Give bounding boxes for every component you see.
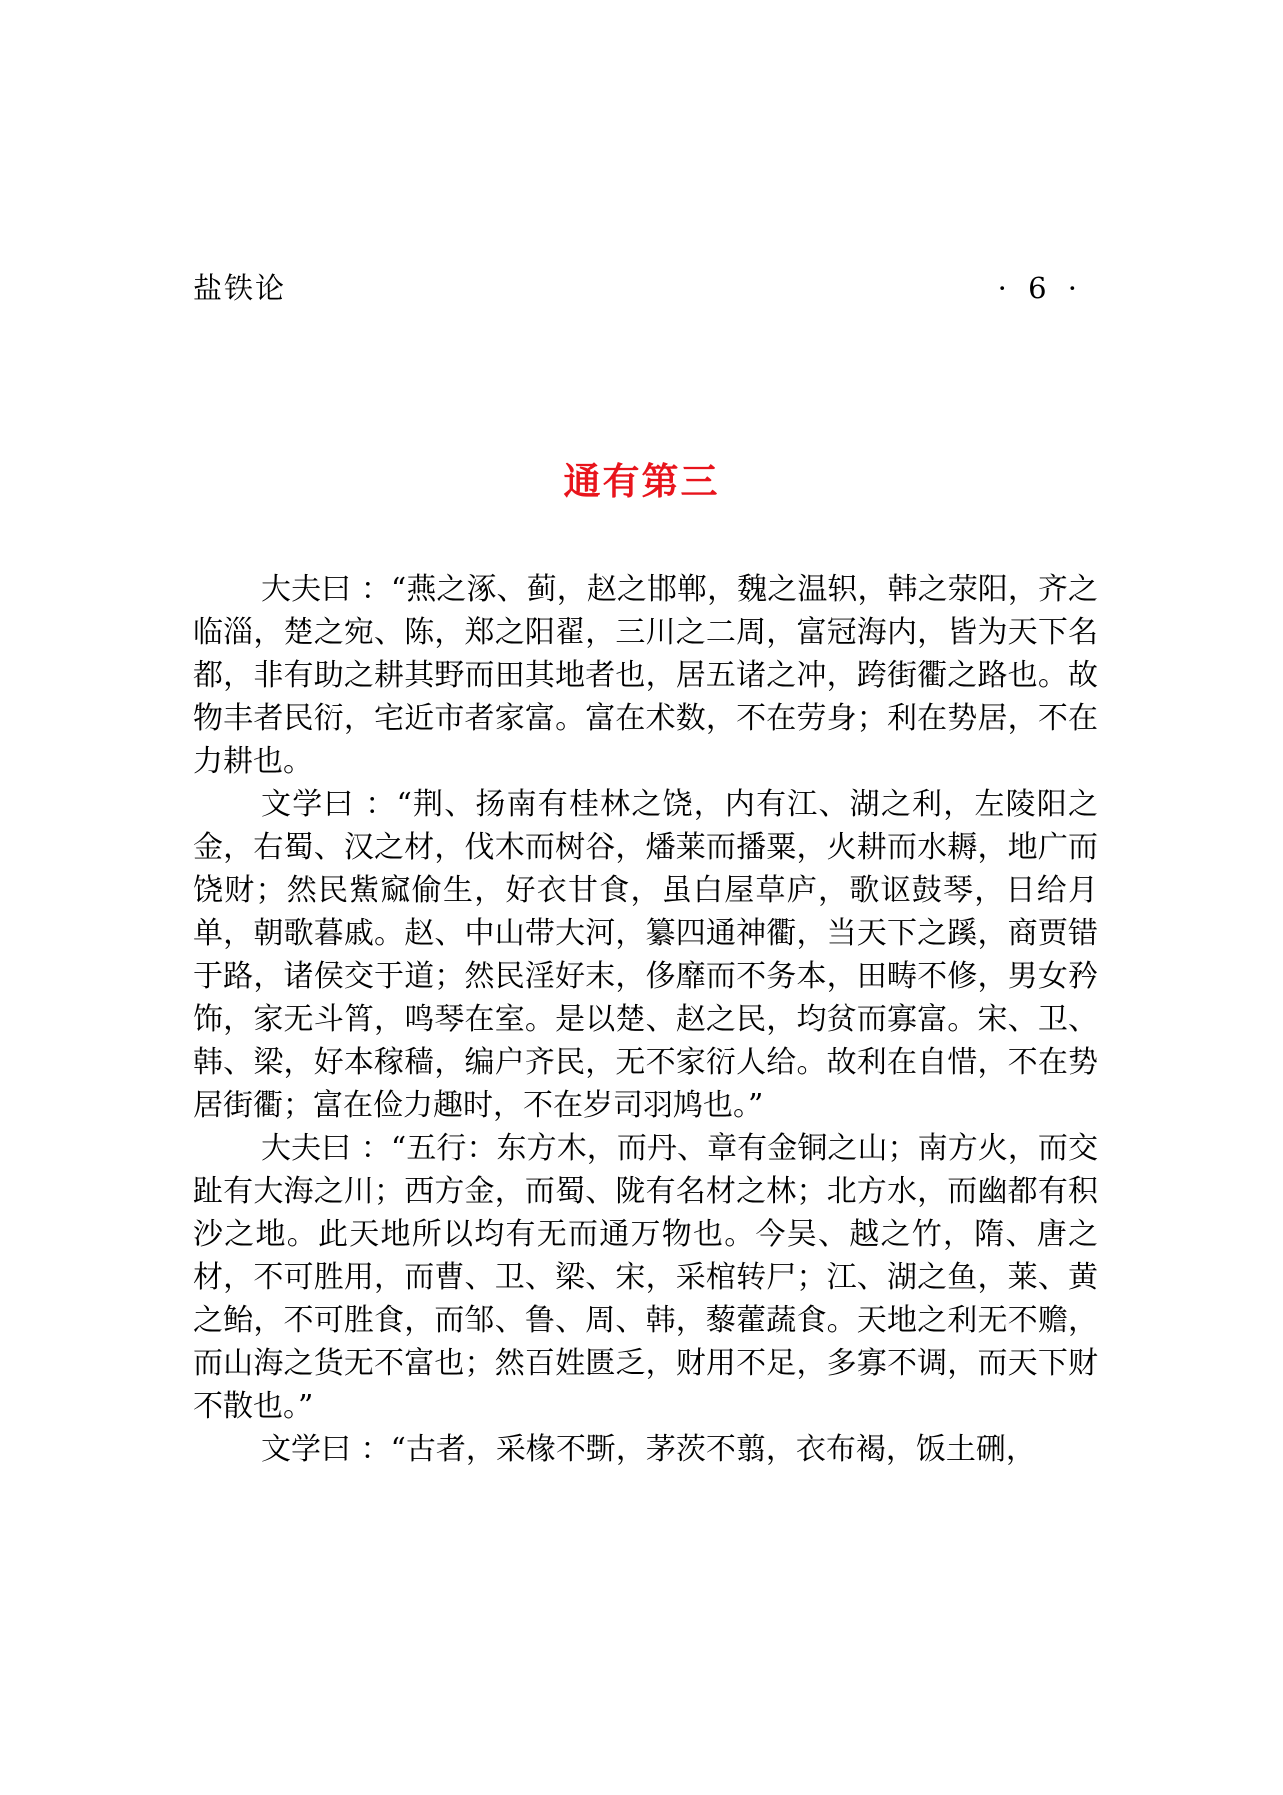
chapter-title: 通有第三	[563, 460, 720, 503]
running-head	[193, 268, 1083, 308]
paragraph-4: 文学曰 ：“古者，采椽不斲，茅茨不翦，衣布褐，饭土硎，	[261, 1432, 1036, 1467]
body-text	[193, 568, 1098, 1471]
page-number: · 6 ·	[997, 271, 1083, 305]
paragraph-3: 大夫曰 ：“五行：东方木，而丹、章有金铜之山；南方火，而交趾有大海之川；西方金，而蜀、陇有名材之林；北方水，而幽都有积沙之地。此天地所以均有无而通万物也。今吴、越之竹，隋、唐之材，不可胜用，而曹、卫、梁、宋，采棺转尸；江、湖之鱼，莱、黄之鲐，不可胜食，而邹、鲁、周、韩，藜藿蔬食。天地之利无不赡，而山海之货无不富也；然百姓匮乏，财用不足，多寡不调，而天下财不散也。”	[193, 1131, 1098, 1424]
paragraph-2: 文学曰 ：“荆、扬南有桂林之饶，内有江、湖之利，左陵阳之金，右蜀、汉之材，伐木而树谷，燔莱而播粟，火耕而水耨，地广而饶财；然民鮆窳偷生，好衣甘食，虽白屋草庐，歌讴鼓琴，日给月单，朝歌暮戚。赵、中山带大河，纂四通神衢，当天下之蹊，商贾错于路，诸侯交于道；然民淫好末，侈靡而不务本，田畴不修，男女矜饰，家无斗筲，鸣琴在室。是以楚、赵之民，均贫而寡富。宋、卫、韩、梁，好本稼穑，编户齐民，无不家衍人给。故利在自惜，不在势居街衢；富在俭力趣时，不在岁司羽鸠也。”	[193, 787, 1098, 1123]
paragraph-1: 大夫曰 ：“燕之涿、蓟，赵之邯郸，魏之温轵，韩之荥阳，齐之临淄，楚之宛、陈，郑之阳翟，三川之二周，富冠海内，皆为天下名都，非有助之耕其野而田其地者也，居五诸之冲，跨街衢之路也。故物丰者民衍，宅近市者家富。富在术数，不在劳身；利在势居，不在力耕也。	[193, 572, 1098, 779]
book-title: 盐铁论	[193, 271, 287, 305]
